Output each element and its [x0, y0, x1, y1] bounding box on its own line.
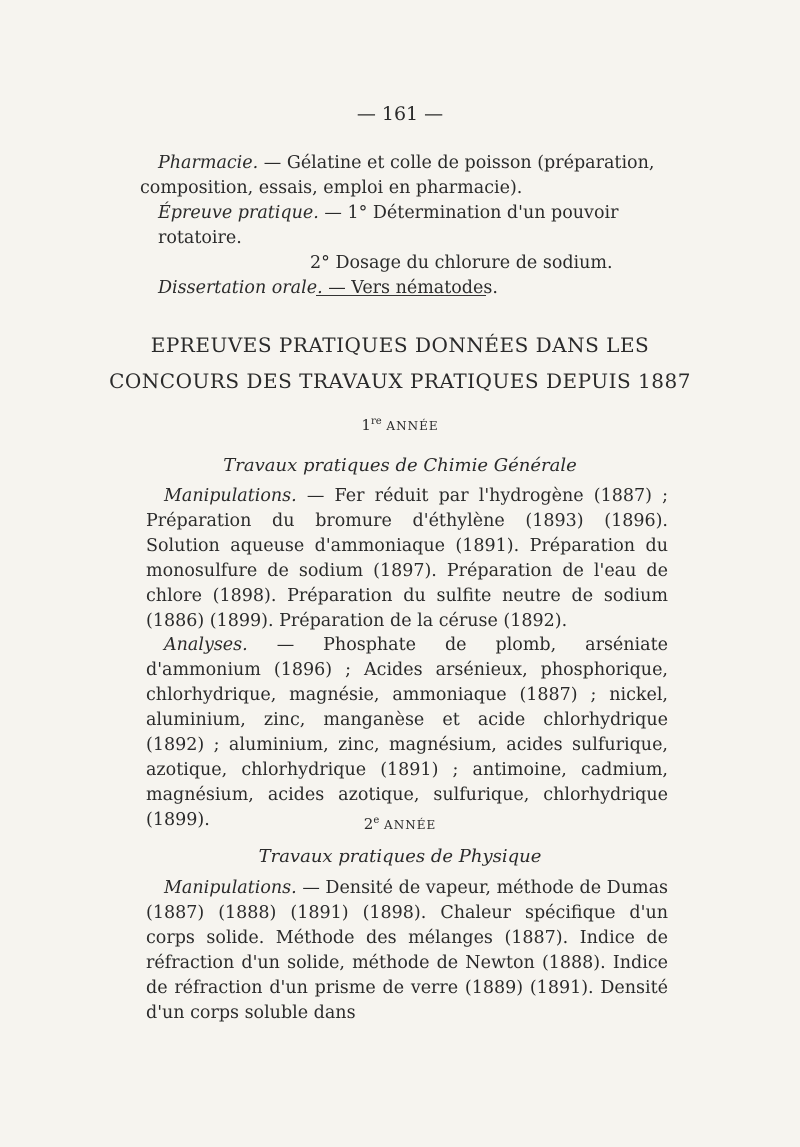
- year-1-analyses: [146, 633, 668, 833]
- pharmacie-text-2: composition, essais, emploi en pharmacie).: [140, 178, 523, 198]
- manipulations-label: Manipulations.: [164, 486, 297, 506]
- pharmacie-text-1: — Gélatine et colle de poisson (préparation,: [263, 153, 655, 173]
- year-1-subtitle: Travaux pratiques de Chimie Générale: [223, 455, 577, 476]
- section-separator: [316, 295, 486, 296]
- year-2-label: ANNÉE: [384, 818, 437, 832]
- year-2-suffix: e: [373, 815, 380, 826]
- epreuve-line: [140, 201, 670, 251]
- analyses-label: Analyses.: [164, 635, 248, 655]
- year-2-manipulations: [146, 876, 668, 1026]
- pharmacie-label: Pharmacie.: [158, 153, 259, 173]
- dissertation-text: — Vers nématodes.: [328, 278, 498, 298]
- year-1-heading: [0, 416, 800, 434]
- pharmacie-line-1: [140, 151, 670, 176]
- year-2-heading: [0, 815, 800, 833]
- year-1-number: 1: [361, 416, 371, 434]
- year-1-label: ANNÉE: [386, 419, 439, 433]
- year-1-manipulations: [146, 484, 668, 634]
- dissertation-line: [140, 276, 670, 301]
- main-heading-line-1: EPREUVES PRATIQUES DONNÉES DANS LES: [150, 333, 650, 357]
- epreuve-label: Épreuve pratique.: [158, 203, 319, 223]
- manipulations-text-2: — Densité de vapeur, méthode de Dumas (1887) (1888) (1891) (1898). Chaleur spécifique d'un corps solide. Méthode des mélanges (1887). Indice de réfraction d'un solide, méthode de Newton (1888). Indice de réfraction d'un prisme de verre (1889) (1891). Densité d'un corps soluble dans: [146, 878, 668, 1023]
- analyses-text: — Phosphate de plomb, arséniate d'ammonium (1896) ; Acides arsénieux, phosphorique, chlorhydrique, magnésie, ammoniaque (1887) ; nickel, aluminium, zinc, manganèse et acide chlorhydrique (1892) ; aluminium, zinc, magnésium, acides sulfurique, azotique, chlorhydrique (1891) ; antimoine, cadmium, magnésium, acides azotique, sulfurique, chlorhydrique (1899).: [146, 635, 668, 830]
- manipulations-label-2: Manipulations.: [164, 878, 297, 898]
- epreuve-item-1: — 1° Détermination d'un pouvoir rotatoire.: [158, 203, 619, 248]
- pharmacie-section: [140, 151, 670, 301]
- dissertation-label: Dissertation orale.: [158, 278, 323, 298]
- year-1-suffix: re: [370, 416, 382, 427]
- year-2-subtitle: Travaux pratiques de Physique: [258, 846, 542, 867]
- page-number: — 161 —: [356, 103, 444, 125]
- main-heading-line-2: CONCOURS DES TRAVAUX PRATIQUES DEPUIS 1887: [109, 369, 691, 393]
- epreuve-item-2: 2° Dosage du chlorure de sodium.: [310, 253, 613, 273]
- manipulations-text: — Fer réduit par l'hydrogène (1887) ; Préparation du bromure d'éthylène (1893) (1896). Solution aqueuse d'ammoniaque (1891). Préparation du monosulfure de sodium (1897). Préparation de l'eau de chlore (1898). Préparation du sulfite neutre de sodium (1886) (1899). Préparation de la céruse (1892).: [146, 486, 668, 631]
- year-2-number: 2: [363, 815, 374, 833]
